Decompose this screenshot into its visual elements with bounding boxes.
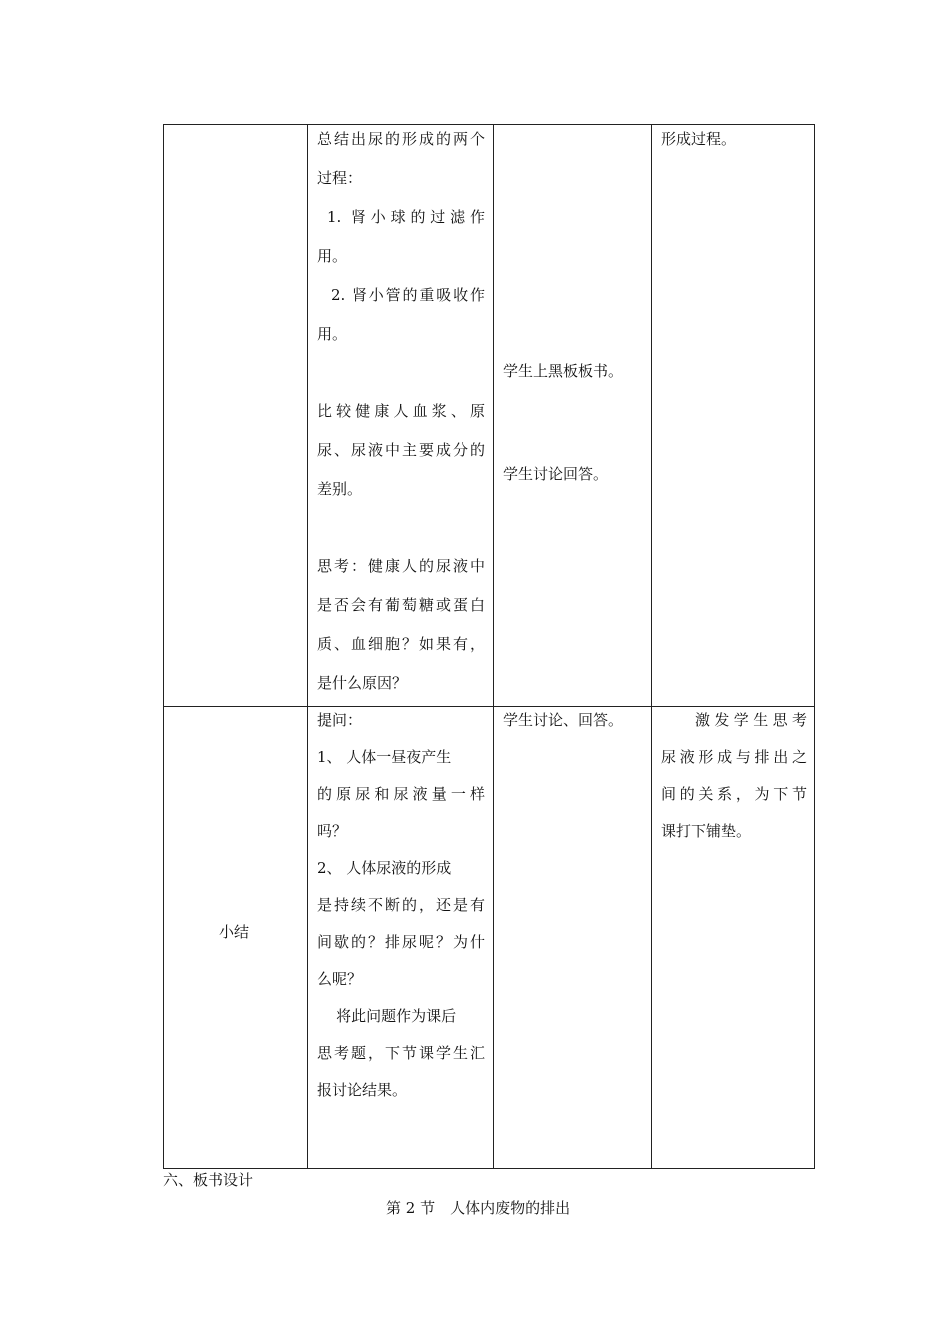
content-line: 1. 肾小球的过滤作 <box>327 208 485 226</box>
intent-line: 间的关系，为下节 <box>661 785 807 803</box>
activity-text: 学生上黑板板书。 <box>503 362 624 380</box>
row1-intent-cell <box>661 120 736 159</box>
content-line <box>317 354 485 392</box>
section-heading: 六、板书设计 <box>163 1171 254 1189</box>
content-line: 思考题，下节课学生汇 <box>317 1044 485 1062</box>
content-line: 用。 <box>317 325 348 343</box>
row1-student-activity-1 <box>503 352 623 391</box>
table-border-right <box>814 124 815 1169</box>
content-line: 间歇的？排尿呢？为什 <box>317 933 485 951</box>
content-line: 的原尿和尿液量一样 <box>317 785 485 803</box>
content-line: 尿、尿液中主要成分的 <box>317 441 485 459</box>
content-line: 提问： <box>317 711 363 729</box>
content-line: 是什么原因？ <box>317 674 408 692</box>
row2-intent-cell <box>661 702 807 850</box>
content-line: 过程： <box>317 169 363 187</box>
row1-student-activity-2 <box>503 455 608 494</box>
content-line: 质、血细胞？如果有， <box>317 635 485 653</box>
row1-content-cell <box>317 120 485 703</box>
content-line: 是否会有葡萄糖或蛋白 <box>317 596 485 614</box>
intent-line: 尿液形成与排出之 <box>661 748 807 766</box>
table-border-left <box>163 124 164 1169</box>
content-line: 2. 肾小管的重吸收作 <box>331 286 485 304</box>
content-line: 么呢？ <box>317 970 363 988</box>
activity-text: 学生讨论回答。 <box>503 465 609 483</box>
table-column-divider <box>651 124 652 1169</box>
intent-line: 激发学生思考 <box>695 711 807 729</box>
content-line: 吗？ <box>317 822 348 840</box>
table-column-divider <box>307 124 308 1169</box>
content-line: 比较健康人血浆、原 <box>317 402 485 420</box>
content-line: 差别。 <box>317 480 363 498</box>
row2-student-activity <box>503 702 623 739</box>
content-line <box>317 509 485 547</box>
content-line: 思考：健康人的尿液中 <box>317 557 485 575</box>
content-line: 1、 人体一昼夜产生 <box>317 748 452 766</box>
content-line: 将此问题作为课后 <box>317 1007 457 1025</box>
board-design-title: 第 2 节 人体内废物的排出 <box>386 1199 571 1217</box>
table-column-divider <box>493 124 494 1169</box>
content-line: 报讨论结果。 <box>317 1081 408 1099</box>
content-line: 是持续不断的，还是有 <box>317 896 485 914</box>
intent-text: 形成过程。 <box>661 130 737 148</box>
table-border-bottom <box>163 1168 815 1169</box>
row2-content-cell <box>317 702 485 1109</box>
content-line: 用。 <box>317 247 348 265</box>
row2-section-label: 小结 <box>219 923 250 941</box>
content-line: 2、 人体尿液的形成 <box>317 859 452 877</box>
content-line: 总结出尿的形成的两个 <box>317 130 485 148</box>
activity-text: 学生讨论、回答。 <box>503 711 624 729</box>
intent-line: 课打下铺垫。 <box>661 822 752 840</box>
